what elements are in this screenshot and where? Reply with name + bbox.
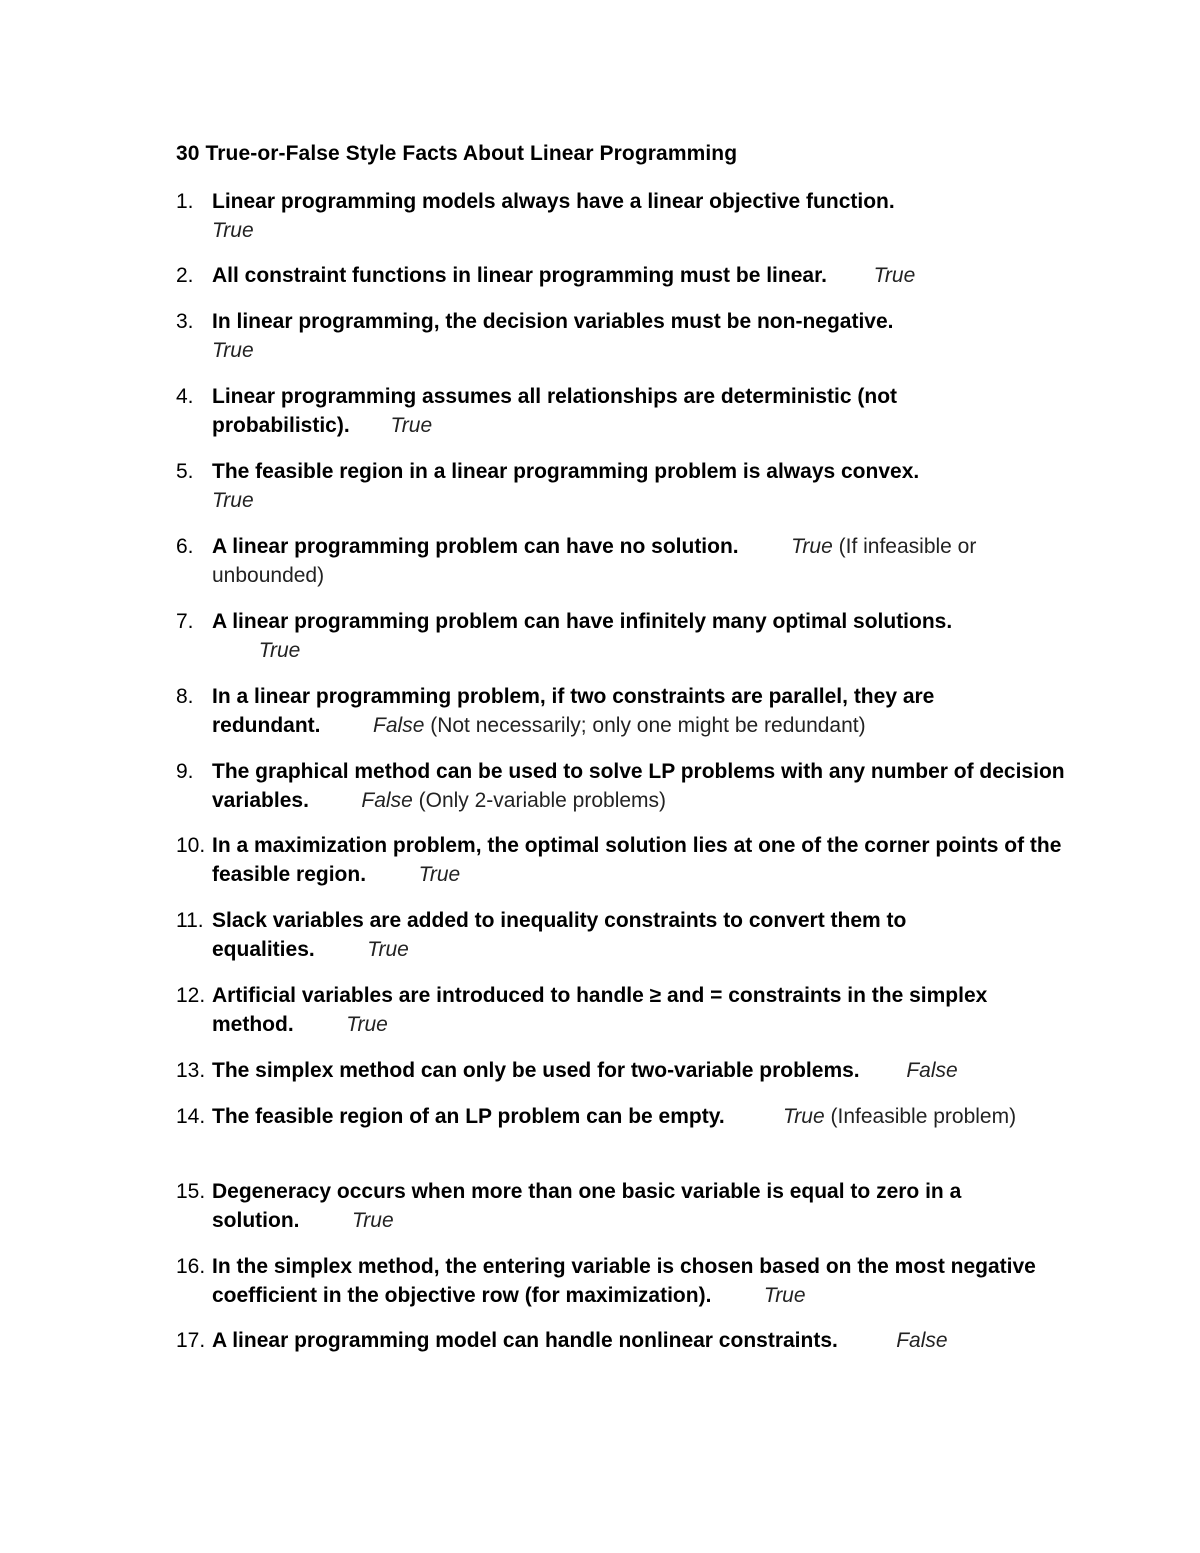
list-item (176, 187, 1066, 245)
list-item (176, 757, 1066, 815)
list-item (176, 831, 1066, 889)
item-number: 2. (176, 264, 194, 287)
list-item (176, 261, 1066, 290)
item-statement: Degeneracy occurs when more than one basic variable is equal to zero in a solution. (212, 1180, 962, 1232)
item-statement: A linear programming problem can have no solution. (212, 535, 739, 558)
item-statement: A linear programming model can handle nonlinear constraints. (212, 1329, 838, 1352)
item-number: 4. (176, 385, 194, 408)
item-statement: Linear programming assumes all relationships are deterministic (not probabilistic). (212, 385, 898, 437)
item-answer: True (873, 264, 916, 287)
item-note: (Not necessarily; only one might be redundant) (430, 714, 866, 737)
item-answer: False (896, 1329, 948, 1352)
list-item (176, 1056, 1066, 1085)
item-statement: The feasible region in a linear programming problem is always convex. (212, 460, 920, 483)
item-statement: The feasible region of an LP problem can be empty. (212, 1105, 725, 1128)
item-statement: In the simplex method, the entering variable is chosen based on the most negative coefficient in the objective row (for maximization). (212, 1255, 1036, 1307)
list-item (176, 1102, 1066, 1131)
item-number: 10. (176, 834, 206, 857)
item-answer: True (258, 639, 301, 662)
item-answer: True (763, 1284, 806, 1307)
item-statement: In linear programming, the decision variables must be non-negative. (212, 310, 894, 333)
list-item (176, 1252, 1066, 1310)
item-number: 5. (176, 460, 194, 483)
document-title: 30 True-or-False Style Facts About Linear Programming (176, 142, 738, 165)
item-number: 17. (176, 1329, 206, 1352)
item-statement: Artificial variables are introduced to handle ≥ and = constraints in the simplex method. (212, 984, 988, 1036)
item-answer: True (212, 489, 254, 512)
item-answer: True (783, 1105, 825, 1128)
item-answer: True (791, 535, 833, 558)
item-answer: True (212, 219, 254, 242)
item-statement: A linear programming problem can have infinitely many optimal solutions. (212, 610, 953, 633)
item-note: (Only 2-variable problems) (418, 789, 667, 812)
item-number: 9. (176, 760, 194, 783)
item-answer: True (390, 414, 433, 437)
item-answer: False (373, 714, 425, 737)
item-number: 11. (176, 909, 204, 932)
item-number: 1. (176, 190, 194, 213)
item-statement: All constraint functions in linear programming must be linear. (212, 264, 827, 287)
item-number: 15. (176, 1180, 206, 1203)
item-number: 8. (176, 685, 194, 708)
list-item (176, 682, 1066, 740)
list-item (176, 981, 1066, 1039)
item-number: 3. (176, 310, 194, 333)
item-statement: The graphical method can be used to solve LP problems with any number of decision variables. (212, 760, 1065, 812)
item-statement: In a linear programming problem, if two constraints are parallel, they are redundant. (212, 685, 935, 737)
list-item (176, 457, 1066, 515)
item-statement: Slack variables are added to inequality constraints to convert them to equalities. (212, 909, 907, 961)
list-item (176, 906, 1066, 964)
item-number: 6. (176, 535, 194, 558)
item-answer: True (418, 863, 461, 886)
list-item (176, 307, 1066, 365)
item-number: 7. (176, 610, 194, 633)
list-item (176, 607, 1066, 665)
item-number: 16. (176, 1255, 206, 1278)
list-item (176, 1326, 1066, 1355)
item-answer: True (346, 1013, 388, 1036)
item-note: (If infeasible or unbounded) (212, 535, 977, 587)
list-item (176, 532, 1066, 590)
item-answer: False (361, 789, 413, 812)
item-statement: The simplex method can only be used for two-variable problems. (212, 1059, 860, 1082)
item-statement: In a maximization problem, the optimal solution lies at one of the corner points of the feasible region. (212, 834, 1062, 886)
list-item (176, 1177, 1066, 1235)
item-answer: False (906, 1059, 958, 1082)
list-item (176, 382, 1066, 440)
item-note: (Infeasible problem) (830, 1105, 1017, 1128)
item-answer: True (212, 339, 254, 362)
item-number: 14. (176, 1105, 206, 1128)
item-number: 13. (176, 1059, 206, 1082)
item-answer: True (367, 938, 409, 961)
item-number: 12. (176, 984, 206, 1007)
item-answer: True (352, 1209, 394, 1232)
item-statement: Linear programming models always have a linear objective function. (212, 190, 895, 213)
